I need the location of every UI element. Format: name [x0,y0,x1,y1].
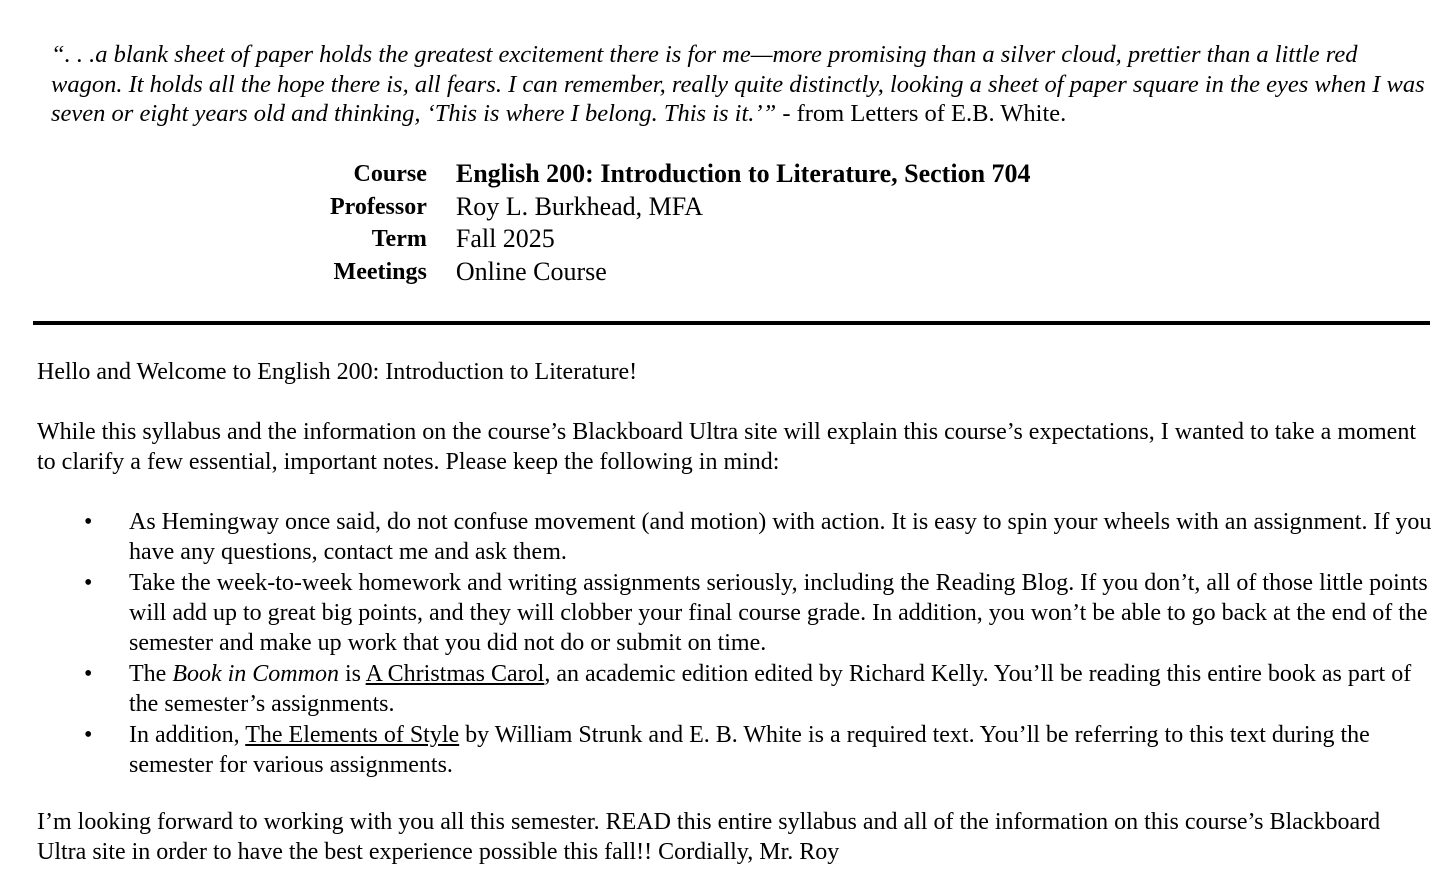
notes-list [0,507,1456,781]
list-item [0,659,1456,719]
horizontal-divider [33,321,1430,325]
book-in-common-label: Book in Common [172,661,339,687]
intro-paragraph: While this syllabus and the information on the course’s Blackboard Ultra site will explain this course’s expectations, I wanted to take a moment to clarify a few essential, important notes. Please keep the following in mind: [37,419,1416,475]
meetings-label: Meetings [333,258,427,285]
bullet-icon: • [84,570,93,596]
list-item [0,568,1456,658]
term-row [330,223,1031,256]
professor-value: Roy L. Burkhead, MFA [455,191,704,221]
professor-row [330,191,1031,224]
course-info-table [330,158,1031,288]
course-label: Course [353,161,427,187]
professor-label: Professor [330,193,427,220]
greeting-paragraph: Hello and Welcome to English 200: Introduction to Literature! [37,359,638,385]
list-item [0,507,1456,567]
bullet-icon: • [84,509,93,535]
bullet-icon: • [84,661,93,687]
term-label: Term [371,226,427,252]
meetings-value: Online Course [455,256,607,286]
bullet-text-pre: The [129,661,173,687]
bullet-text-post: , an academic edition edited by Richard Kelly. You’ll be reading this entire book as part of the semester’s assignments. [129,661,1412,717]
quote-text: “. . .a blank sheet of paper holds the greatest excitement there is for me—more promising than a silver cloud, prettier than a little red wagon. It holds all the hope there is, all fears. I can remember, really quite distinctly, looking a sheet of paper square in the eyes when I was seven or eight years old and thinking, ‘This is where I belong. This is it.’” [51,41,1425,128]
course-row [330,158,1031,191]
quote-attribution: - from Letters of E.B. White. [782,100,1067,128]
bullet-text-post: by William Strunk and E. B. White is a required text. You’ll be referring to this text during the semester for various assignments. [129,722,1370,778]
bullet-text: As Hemingway once said, do not confuse movement (and motion) with action. It is easy to spin your wheels with an assignment. If you have any questions, contact me and ask them. [129,509,1432,565]
bullet-text-pre: In addition, [129,722,246,748]
epigraph-quote [51,40,1431,129]
book-title-elements-of-style: The Elements of Style [245,722,460,748]
meetings-row [330,256,1031,289]
book-title-christmas-carol: A Christmas Carol [365,661,545,687]
bullet-text: Take the week-to-week homework and writing assignments seriously, including the Reading Blog. If you don’t, all of those little points will add up to great big points, and they will clobber your final course grade. In addition, you won’t be able to go back at the end of the semester and make up work that you did not do or submit on time. [129,570,1428,656]
closing-paragraph: I’m looking forward to working with you all this semester. READ this entire syllabus and all of the information on this course’s Blackboard Ultra site in order to have the best experience possible this fall!! Cordially, Mr. Roy [37,809,1381,865]
bullet-text-mid: is [338,661,366,687]
term-value: Fall 2025 [455,224,555,253]
bullet-icon: • [84,722,93,748]
course-value: English 200: Introduction to Literature, Section 704 [455,159,1031,188]
list-item [0,720,1456,780]
